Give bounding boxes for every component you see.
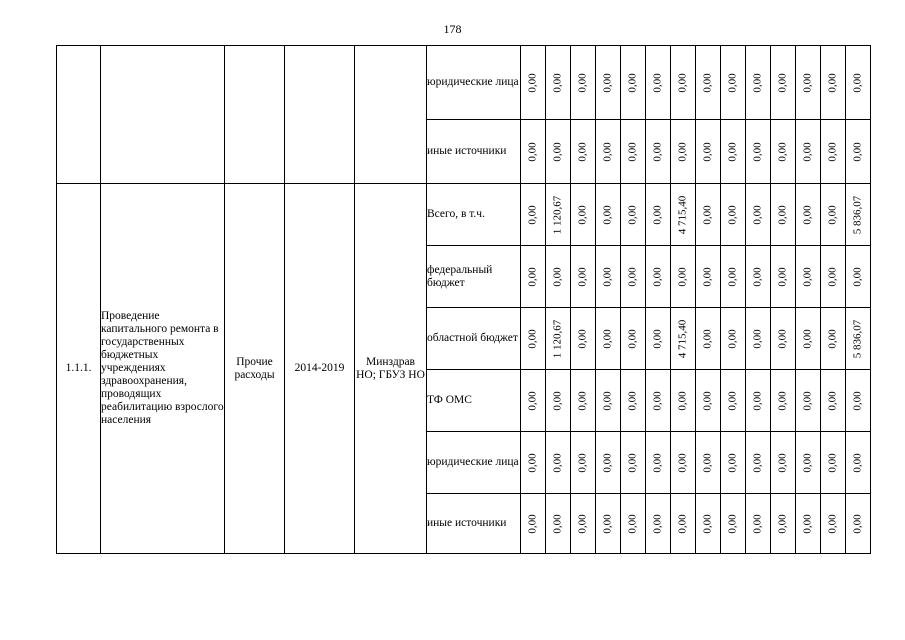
value-cell (596, 184, 621, 246)
value-cell (521, 494, 546, 554)
value-cell (771, 46, 796, 120)
value-cell (521, 46, 546, 120)
value-text: 0,00 (526, 266, 539, 287)
value-text: 0,00 (701, 72, 714, 93)
value-cell (646, 370, 671, 432)
value-text: 0,00 (851, 513, 864, 534)
value-cell (546, 308, 571, 370)
value-cell (671, 432, 696, 494)
value-cell (546, 494, 571, 554)
value-cell (846, 494, 871, 554)
value-text: 0,00 (551, 72, 564, 93)
value-cell (671, 46, 696, 120)
value-cell (721, 246, 746, 308)
value-text: 0,00 (551, 513, 564, 534)
value-cell (621, 308, 646, 370)
value-text: 0,00 (776, 141, 789, 162)
value-text: 0,00 (601, 72, 614, 93)
value-text: 0,00 (826, 513, 839, 534)
value-cell (571, 120, 596, 184)
value-cell (646, 432, 671, 494)
value-cell (821, 308, 846, 370)
value-text: 0,00 (651, 328, 664, 349)
value-cell (821, 246, 846, 308)
value-text: 0,00 (726, 141, 739, 162)
value-cell (821, 46, 846, 120)
value-text: 0,00 (726, 390, 739, 411)
value-text: 0,00 (651, 141, 664, 162)
value-text: 0,00 (626, 328, 639, 349)
expense-type: Прочие расходы (225, 184, 285, 554)
value-cell (596, 246, 621, 308)
value-text: 0,00 (776, 513, 789, 534)
value-cell (696, 494, 721, 554)
value-text: 5 836,07 (851, 195, 864, 234)
value-cell (546, 184, 571, 246)
value-text: 0,00 (601, 390, 614, 411)
value-cell (821, 370, 846, 432)
value-cell (746, 120, 771, 184)
value-cell (746, 46, 771, 120)
value-text: 0,00 (526, 452, 539, 473)
period-cell-cont (285, 46, 355, 184)
value-text: 0,00 (751, 452, 764, 473)
value-text: 0,00 (551, 266, 564, 287)
value-text: 0,00 (801, 328, 814, 349)
value-text: 0,00 (626, 390, 639, 411)
value-cell (821, 494, 846, 554)
value-text: 0,00 (676, 72, 689, 93)
value-text: 0,00 (576, 141, 589, 162)
value-text: 0,00 (701, 513, 714, 534)
value-text: 0,00 (551, 452, 564, 473)
value-text: 0,00 (751, 72, 764, 93)
value-cell (796, 432, 821, 494)
expense-type-cell-cont (225, 46, 285, 184)
value-cell (721, 46, 746, 120)
value-cell (571, 370, 596, 432)
value-text: 0,00 (826, 141, 839, 162)
value-cell (796, 246, 821, 308)
value-text: 0,00 (676, 266, 689, 287)
value-text: 0,00 (601, 266, 614, 287)
value-text: 0,00 (576, 204, 589, 225)
value-cell (771, 246, 796, 308)
value-text: 0,00 (751, 390, 764, 411)
value-cell (521, 308, 546, 370)
value-cell (646, 46, 671, 120)
funding-source: Всего, в т.ч. (427, 184, 521, 246)
value-text: 0,00 (701, 266, 714, 287)
value-cell (771, 308, 796, 370)
value-cell (646, 246, 671, 308)
value-cell (621, 246, 646, 308)
value-cell (796, 184, 821, 246)
value-cell (521, 246, 546, 308)
value-text: 0,00 (576, 328, 589, 349)
value-cell (546, 370, 571, 432)
value-text: 0,00 (801, 141, 814, 162)
value-text: 0,00 (701, 141, 714, 162)
item-code: 1.1.1. (57, 184, 101, 554)
value-cell (696, 246, 721, 308)
value-text: 0,00 (726, 328, 739, 349)
value-cell (596, 432, 621, 494)
value-text: 0,00 (651, 266, 664, 287)
value-cell (521, 184, 546, 246)
value-text: 0,00 (626, 141, 639, 162)
value-text: 0,00 (526, 204, 539, 225)
value-text: 0,00 (526, 328, 539, 349)
value-cell (771, 494, 796, 554)
value-text: 0,00 (651, 204, 664, 225)
value-text: 0,00 (826, 72, 839, 93)
value-text: 0,00 (851, 72, 864, 93)
value-cell (821, 184, 846, 246)
value-cell (721, 120, 746, 184)
value-text: 0,00 (576, 266, 589, 287)
value-text: 0,00 (776, 204, 789, 225)
executor: Минздрав НО; ГБУЗ НО (355, 184, 427, 554)
value-text: 0,00 (651, 390, 664, 411)
value-cell (671, 246, 696, 308)
value-text: 0,00 (826, 328, 839, 349)
value-text: 0,00 (751, 513, 764, 534)
value-cell (796, 370, 821, 432)
value-cell (546, 46, 571, 120)
value-cell (796, 46, 821, 120)
funding-source: ТФ ОМС (427, 370, 521, 432)
value-text: 0,00 (776, 266, 789, 287)
value-text: 0,00 (676, 513, 689, 534)
value-text: 0,00 (526, 513, 539, 534)
value-cell (746, 432, 771, 494)
value-cell (621, 184, 646, 246)
value-cell (646, 308, 671, 370)
period: 2014-2019 (285, 184, 355, 554)
value-text: 0,00 (851, 266, 864, 287)
value-cell (846, 184, 871, 246)
value-text: 0,00 (676, 390, 689, 411)
value-text: 0,00 (576, 452, 589, 473)
value-cell (696, 46, 721, 120)
item-name: Проведение капитального ремонта в государственных бюджетных учреждениях здравоохранения, проводящих реабилитацию взрослого населения (101, 184, 225, 554)
value-text: 0,00 (851, 141, 864, 162)
value-cell (721, 370, 746, 432)
value-cell (721, 184, 746, 246)
table-row (57, 46, 871, 120)
value-cell (521, 432, 546, 494)
value-cell (521, 120, 546, 184)
value-text: 0,00 (726, 266, 739, 287)
value-cell (846, 246, 871, 308)
value-cell (671, 184, 696, 246)
funding-source: иные источники (427, 120, 521, 184)
value-text: 0,00 (801, 513, 814, 534)
value-text: 0,00 (601, 452, 614, 473)
funding-source: федеральный бюджет (427, 246, 521, 308)
value-cell (571, 246, 596, 308)
funding-source: юридические лица (427, 432, 521, 494)
funding-source: областной бюджет (427, 308, 521, 370)
value-text: 0,00 (601, 141, 614, 162)
funding-source: иные источники (427, 494, 521, 554)
value-text: 0,00 (701, 452, 714, 473)
value-cell (771, 370, 796, 432)
value-text: 0,00 (776, 72, 789, 93)
value-cell (571, 46, 596, 120)
value-text: 0,00 (651, 513, 664, 534)
value-cell (821, 120, 846, 184)
value-text: 0,00 (751, 328, 764, 349)
value-cell (671, 120, 696, 184)
value-cell (571, 494, 596, 554)
value-text: 0,00 (751, 204, 764, 225)
value-text: 0,00 (776, 390, 789, 411)
value-cell (621, 494, 646, 554)
value-text: 0,00 (801, 72, 814, 93)
value-cell (846, 370, 871, 432)
table-row (57, 184, 871, 246)
value-text: 0,00 (726, 452, 739, 473)
value-text: 0,00 (751, 141, 764, 162)
value-cell (646, 120, 671, 184)
value-text: 0,00 (701, 204, 714, 225)
value-text: 0,00 (676, 141, 689, 162)
value-text: 0,00 (576, 390, 589, 411)
value-text: 0,00 (626, 266, 639, 287)
value-text: 0,00 (526, 72, 539, 93)
value-cell (746, 246, 771, 308)
value-text: 0,00 (801, 204, 814, 225)
value-text: 0,00 (576, 72, 589, 93)
value-cell (596, 370, 621, 432)
value-text: 0,00 (776, 452, 789, 473)
value-text: 0,00 (701, 390, 714, 411)
value-text: 0,00 (726, 204, 739, 225)
value-text: 0,00 (651, 452, 664, 473)
code-cell-cont (57, 46, 101, 184)
budget-table (56, 45, 871, 554)
value-cell (721, 432, 746, 494)
value-text: 0,00 (526, 390, 539, 411)
value-cell (571, 432, 596, 494)
value-text: 5 836,07 (851, 319, 864, 358)
value-cell (521, 370, 546, 432)
value-cell (846, 46, 871, 120)
value-cell (846, 432, 871, 494)
value-text: 0,00 (651, 72, 664, 93)
page-number: 178 (443, 22, 462, 36)
value-cell (771, 184, 796, 246)
value-cell (746, 184, 771, 246)
value-cell (621, 120, 646, 184)
value-text: 4 715,40 (676, 319, 689, 358)
value-text: 0,00 (826, 390, 839, 411)
value-cell (546, 246, 571, 308)
value-text: 0,00 (826, 266, 839, 287)
value-text: 0,00 (601, 513, 614, 534)
value-cell (696, 184, 721, 246)
value-text: 0,00 (751, 266, 764, 287)
value-cell (671, 370, 696, 432)
value-text: 0,00 (851, 390, 864, 411)
value-cell (546, 432, 571, 494)
value-cell (596, 46, 621, 120)
value-cell (596, 308, 621, 370)
value-cell (796, 308, 821, 370)
value-cell (796, 494, 821, 554)
value-cell (846, 308, 871, 370)
value-cell (646, 494, 671, 554)
value-text: 4 715,40 (676, 195, 689, 234)
value-cell (696, 308, 721, 370)
value-text: 0,00 (551, 141, 564, 162)
value-cell (571, 308, 596, 370)
value-text: 0,00 (526, 141, 539, 162)
executor-cell-cont (355, 46, 427, 184)
value-cell (621, 432, 646, 494)
value-text: 0,00 (776, 328, 789, 349)
value-text: 0,00 (626, 513, 639, 534)
value-cell (746, 308, 771, 370)
value-cell (696, 370, 721, 432)
value-cell (596, 120, 621, 184)
value-text: 0,00 (826, 452, 839, 473)
value-text: 0,00 (801, 266, 814, 287)
value-cell (696, 432, 721, 494)
value-cell (721, 494, 746, 554)
value-cell (746, 370, 771, 432)
value-text: 0,00 (726, 513, 739, 534)
value-text: 0,00 (551, 390, 564, 411)
value-text: 0,00 (601, 328, 614, 349)
value-text: 0,00 (726, 72, 739, 93)
value-cell (621, 370, 646, 432)
value-text: 0,00 (601, 204, 614, 225)
value-cell (596, 494, 621, 554)
name-cell-cont (101, 46, 225, 184)
value-text: 0,00 (626, 204, 639, 225)
value-cell (696, 120, 721, 184)
value-cell (671, 494, 696, 554)
value-text: 0,00 (801, 390, 814, 411)
value-text: 0,00 (851, 452, 864, 473)
value-cell (671, 308, 696, 370)
funding-source: юридические лица (427, 46, 521, 120)
value-cell (771, 432, 796, 494)
value-cell (846, 120, 871, 184)
value-cell (546, 120, 571, 184)
value-cell (721, 308, 746, 370)
value-cell (821, 432, 846, 494)
value-text: 0,00 (676, 452, 689, 473)
value-text: 1 120,67 (551, 195, 564, 234)
value-text: 0,00 (701, 328, 714, 349)
value-cell (796, 120, 821, 184)
value-text: 0,00 (626, 452, 639, 473)
value-text: 0,00 (826, 204, 839, 225)
value-cell (621, 46, 646, 120)
value-text: 0,00 (801, 452, 814, 473)
value-cell (646, 184, 671, 246)
value-cell (746, 494, 771, 554)
value-text: 1 120,67 (551, 319, 564, 358)
value-text: 0,00 (626, 72, 639, 93)
value-cell (771, 120, 796, 184)
value-text: 0,00 (576, 513, 589, 534)
value-cell (571, 184, 596, 246)
